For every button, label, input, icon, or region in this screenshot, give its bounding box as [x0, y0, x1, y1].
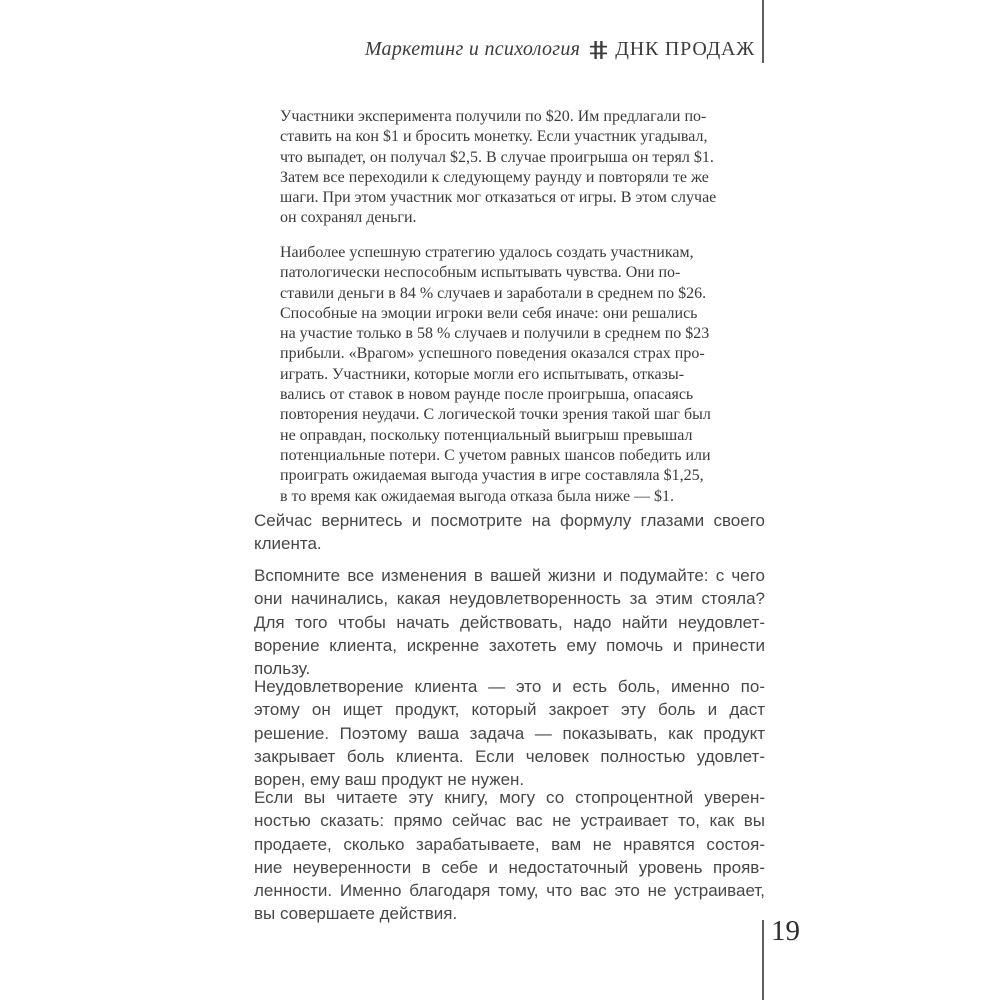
paragraph	[254, 564, 765, 680]
paragraph	[280, 107, 754, 229]
paragraph	[254, 786, 765, 926]
text-line: ворен, ему ваш продукт не нужен.	[254, 770, 525, 790]
text-line: ностью сказать: прямо сейчас вас не устраивает то, как вы	[254, 811, 765, 831]
text-line: играть. Участники, которые могли его испытывать, отказы-	[280, 365, 685, 383]
book-title: ДНК ПРОДАЖ	[615, 38, 755, 60]
text-line: пользу.	[254, 659, 311, 679]
text-line: Наиболее успешную стратегию удалось создать участникам,	[280, 244, 694, 261]
paragraph	[280, 243, 754, 507]
text-line: шаги. При этом участник мог отказаться от игры. В этом случае	[280, 189, 717, 207]
text-line: продаете, сколько зарабатываете, вам не нравятся состоя-	[254, 834, 765, 854]
text-line: Неудовлетворение клиента — это и есть боль, именно по-	[254, 677, 765, 696]
running-title: Маркетинг и психология	[364, 38, 581, 60]
text-line: в то время как ожидаемая выгода отказа была ниже — $1.	[280, 487, 675, 505]
paragraph	[254, 675, 765, 791]
page-body	[254, 0, 765, 1000]
text-line: проиграть ожидаемая выгода участия в игре составляла $1,25,	[280, 467, 704, 485]
text-line: потенциальные потери. С учетом равных шансов победить или	[280, 446, 711, 464]
text-line: Способные на эмоции игроки вели себя иначе: они решались	[280, 304, 698, 322]
text-line: они начинались, какая неудовлетворенность за этим стояла?	[254, 589, 765, 609]
page-number: 19	[771, 915, 800, 947]
text-line: решение. Поэтому ваша задача — показывать, как продукт	[254, 723, 765, 743]
text-line: ставить на кон $1 и бросить монетку. Если участник угадывал,	[280, 128, 708, 146]
text-line: ворение клиента, искренне захотеть ему помочь и принести	[254, 635, 765, 655]
text-line: Для того чтобы начать действовать, надо найти неудовлет-	[254, 612, 765, 632]
text-line: этому он ищет продукт, который закроет эту боль и даст	[254, 700, 765, 720]
text-line: Вспомните все изменения в вашей жизни и подумайте: с чего	[254, 566, 765, 585]
text-line: вы совершаете действия.	[254, 904, 458, 924]
text-line: ленности. Именно благодаря тому, что вас это не устраивает,	[254, 881, 765, 901]
text-line: закрывает боль клиента. Если человек полностью удовлет-	[254, 746, 765, 766]
text-line: Сейчас вернитесь и посмотрите на формулу глазами своего	[254, 511, 765, 530]
text-line: Участники эксперимента получили по $20. Им предлагали по-	[280, 108, 707, 125]
text-line: патологически неспособным испытывать чувства. Они по-	[280, 264, 681, 282]
text-line: ставили деньги в 84 % случаев и заработали в среднем по $26.	[280, 284, 707, 302]
footer-rule	[762, 920, 764, 1000]
text-line: он сохранял деньги.	[280, 209, 417, 227]
text-line: ние неуверенности в себе и недостаточный уровень прояв-	[254, 857, 765, 877]
text-line: повторения неудачи. С логической точки зрения такой шаг был	[280, 406, 711, 424]
text-line: вались от ставок в новом раунде после проигрыша, опасаясь	[280, 386, 694, 404]
text-line: Затем все переходили к следующему раунду и повторяли те же	[280, 168, 709, 186]
text-line: прибыли. «Врагом» успешного поведения оказался страх про-	[280, 345, 705, 363]
text-line: на участие только в 58 % случаев и получили в среднем по $23	[280, 325, 710, 343]
text-line: не оправдан, поскольку потенциальный выигрыш превышал	[280, 426, 693, 444]
text-line: что выпадет, он получал $2,5. В случае проигрыша он терял $1.	[280, 148, 714, 166]
text-line: клиента.	[254, 534, 322, 554]
text-line: Если вы читаете эту книгу, могу со стопроцентной уверен-	[254, 788, 765, 807]
paragraph	[254, 509, 765, 556]
